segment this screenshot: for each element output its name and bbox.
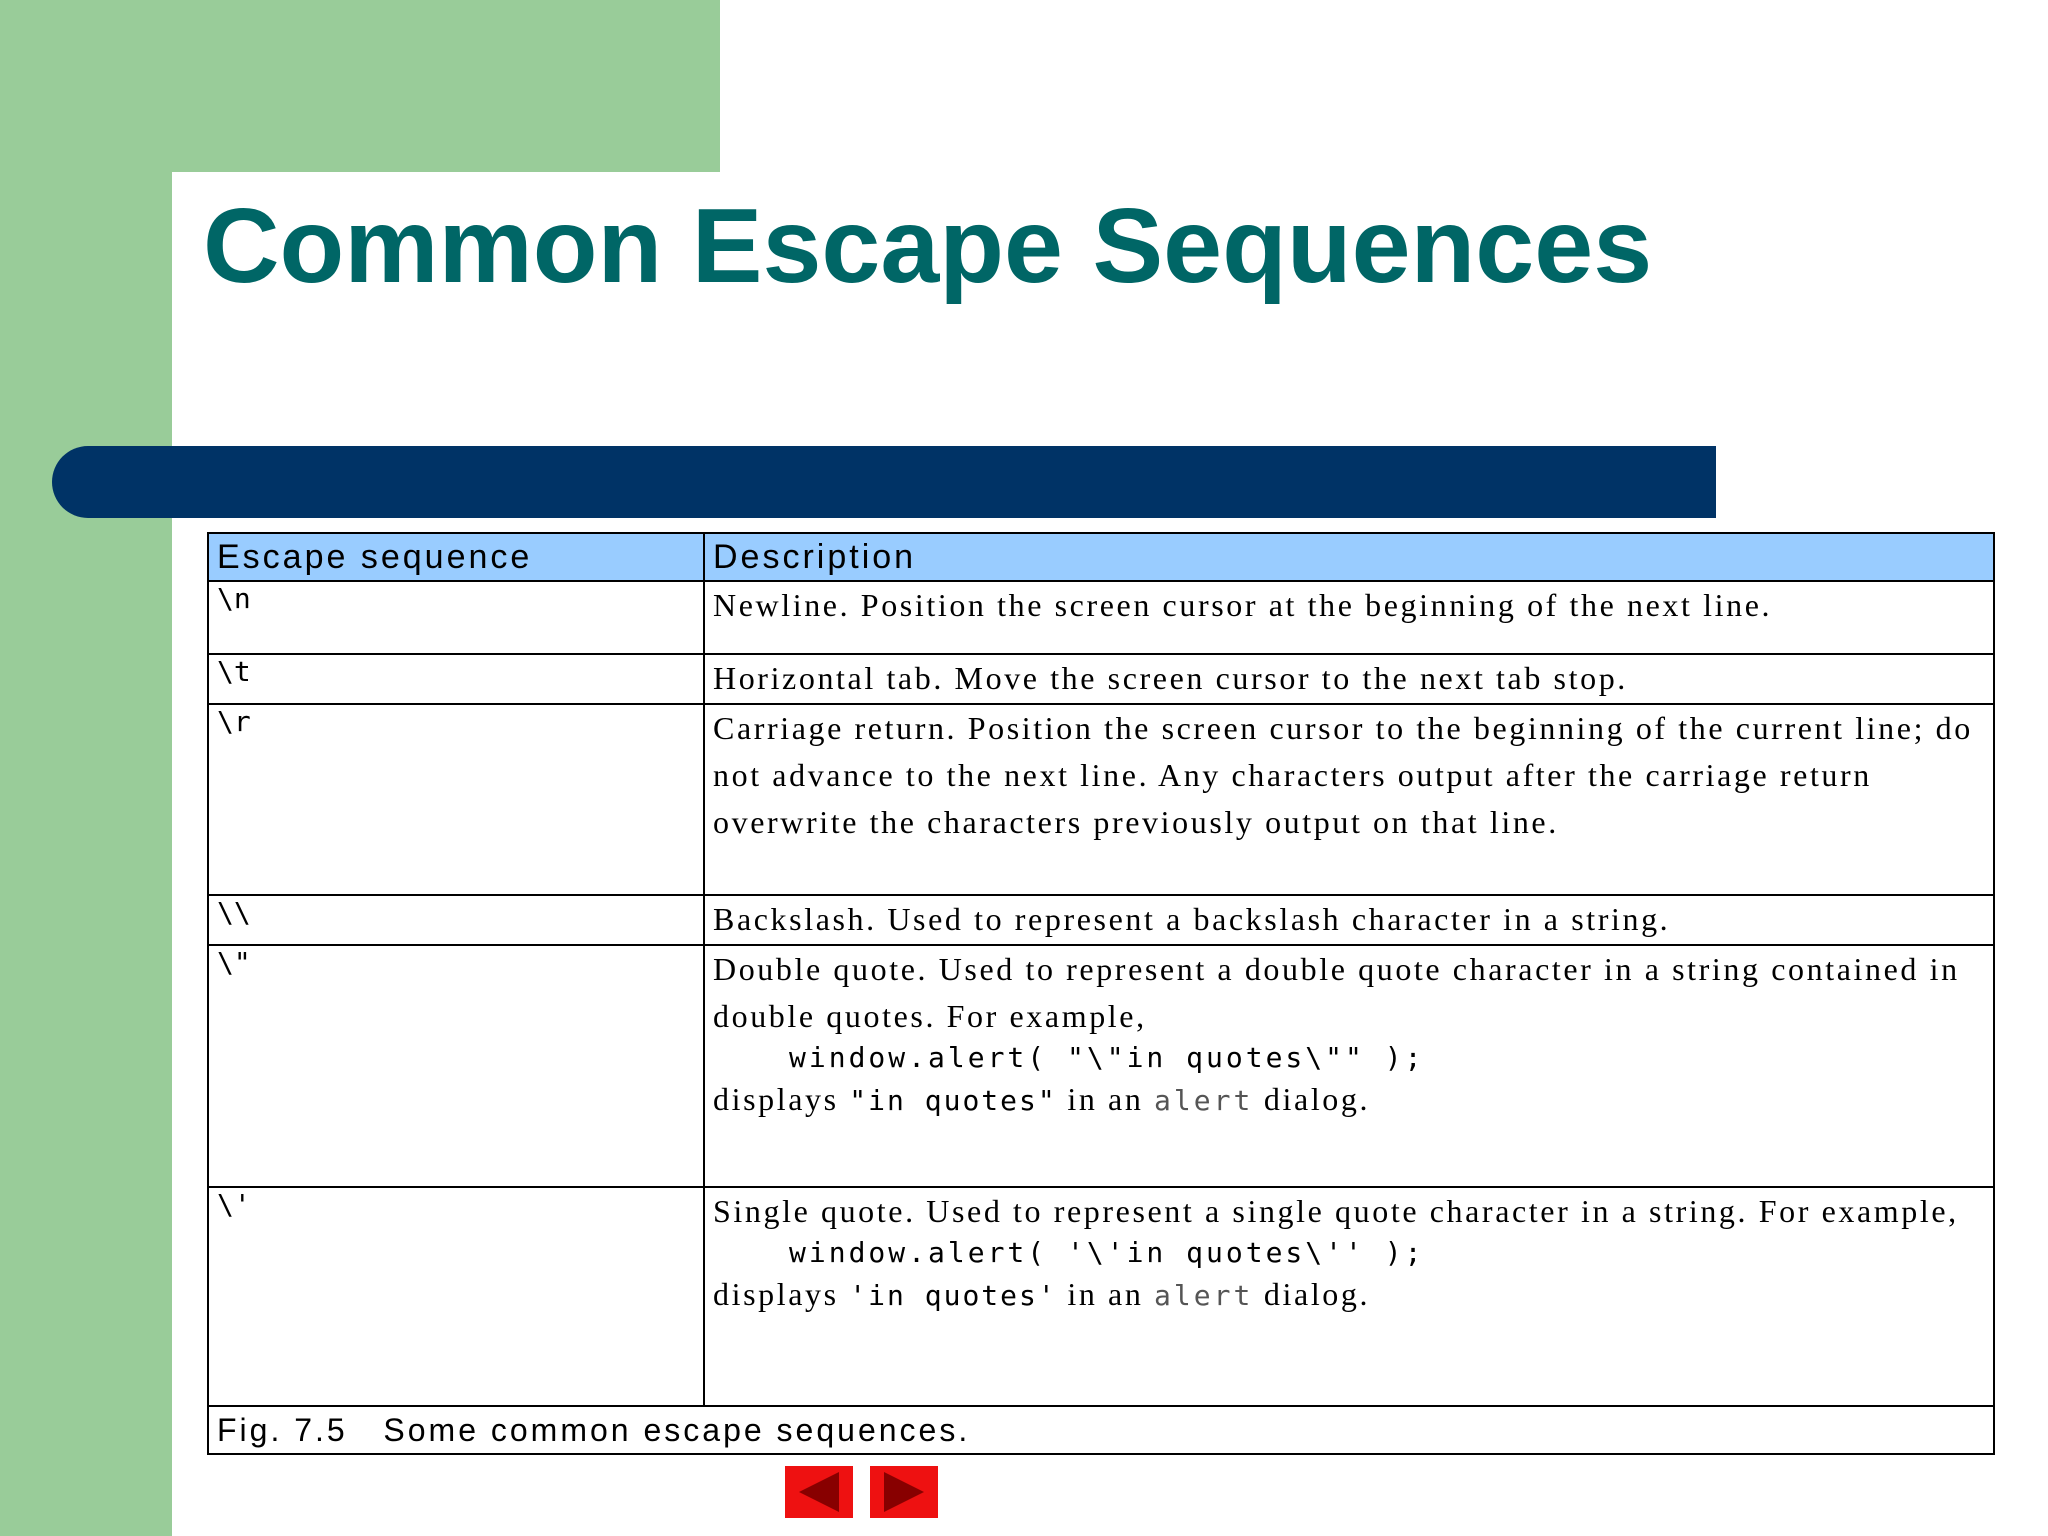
green-top-block: [0, 0, 720, 172]
escape-description: Newline. Position the screen cursor at the beginning of the next line.: [704, 581, 1994, 654]
table-row: [208, 704, 1994, 895]
escape-code: \': [208, 1187, 704, 1406]
display-code: 'in quotes': [849, 1279, 1057, 1312]
escape-description: Double quote. Used to represent a double quote character in a string contained in double quotes. For example,: [713, 951, 1960, 1034]
display-prefix: displays: [713, 1276, 850, 1312]
caption-row: [208, 1406, 1994, 1454]
slide-title: Common Escape Sequences: [203, 187, 1653, 305]
green-sidebar: [0, 0, 172, 1536]
example-code: window.alert( '\'in quotes\'' );: [789, 1236, 1425, 1269]
table-row: [208, 1187, 1994, 1406]
display-code: "in quotes": [849, 1084, 1057, 1117]
escape-code: \r: [208, 704, 704, 895]
table-row: [208, 581, 1994, 654]
escape-description: Single quote. Used to represent a single quote character in a string. For example,: [713, 1193, 1959, 1229]
display-line: [713, 1081, 1370, 1117]
table-row: [208, 945, 1994, 1187]
escape-code: \": [208, 945, 704, 1187]
display-prefix: displays: [713, 1081, 850, 1117]
escape-code: \t: [208, 654, 704, 704]
display-mid: in an: [1056, 1276, 1155, 1312]
previous-slide-button[interactable]: [785, 1466, 853, 1518]
escape-sequence-table: [207, 532, 1995, 1455]
header-escape-sequence: Escape sequence: [208, 533, 704, 581]
escape-description: Horizontal tab. Move the screen cursor to the next tab stop.: [704, 654, 1994, 704]
table-header-row: [208, 533, 1994, 581]
next-slide-button[interactable]: [870, 1466, 938, 1518]
triangle-left-icon: [799, 1472, 839, 1512]
display-alert: alert: [1154, 1084, 1254, 1117]
title-underline-bar: [52, 446, 1716, 518]
table-row: [208, 895, 1994, 945]
display-suffix: dialog.: [1253, 1276, 1371, 1312]
header-description: Description: [704, 533, 1994, 581]
figure-caption: Fig. 7.5 Some common escape sequences.: [208, 1406, 1994, 1454]
triangle-right-icon: [884, 1472, 924, 1512]
display-mid: in an: [1056, 1081, 1155, 1117]
example-code: window.alert( "\"in quotes\"" );: [789, 1041, 1425, 1074]
escape-description-cell: [704, 945, 1994, 1187]
escape-description: Carriage return. Position the screen cursor to the beginning of the current line; do not advance to the next line. Any characters output after the carriage return overwrite the characters previously output on that line.: [704, 704, 1994, 895]
escape-code: \n: [208, 581, 704, 654]
escape-description: Backslash. Used to represent a backslash character in a string.: [704, 895, 1994, 945]
escape-code: \\: [208, 895, 704, 945]
table-row: [208, 654, 1994, 704]
escape-description-cell: [704, 1187, 1994, 1406]
display-line: [713, 1276, 1370, 1312]
display-suffix: dialog.: [1253, 1081, 1371, 1117]
display-alert: alert: [1154, 1279, 1254, 1312]
